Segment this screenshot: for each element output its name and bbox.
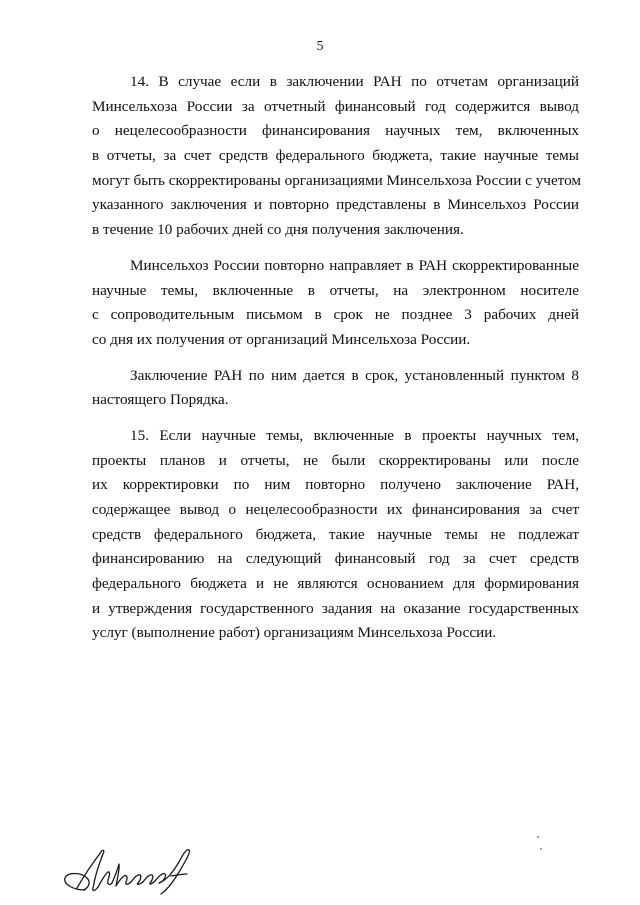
document-body [92, 70, 582, 657]
text-line: настоящего Порядка. [92, 391, 229, 409]
scan-speck [540, 848, 542, 850]
text-line: Заключение РАН по ним дается в срок, установленный пунктом 8 [130, 366, 579, 384]
text-line: 15. Если научные темы, включенные в проекты научных тем, [130, 426, 579, 444]
scan-speck [537, 836, 539, 838]
text-line: услуг (выполнение работ) организациям Минсельхоза России. [92, 624, 497, 642]
text-line: их корректировки по ним повторно получено заключение РАН, [92, 476, 579, 494]
text-line: Минсельхоза России за отчетный финансовый год содержится вывод [92, 97, 579, 115]
paragraph-14 [92, 70, 582, 243]
paragraph-conclusion [92, 364, 579, 413]
text-line: проекты планов и отчеты, не были скорректированы или после [92, 451, 579, 469]
text-line: Минсельхоз России повторно направляет в РАН скорректированные [130, 256, 579, 274]
text-line: 14. В случае если в заключении РАН по отчетам организаций [130, 73, 579, 90]
text-line: могут быть скорректированы организациями Минсельхоза России с учетом [92, 171, 582, 189]
text-line: научные темы, включенные в отчеты, на электронном носителе [92, 281, 579, 299]
page-number: 5 [316, 38, 324, 53]
paragraph-15 [92, 424, 579, 646]
text-line: федерального бюджета и не являются основанием для формирования [92, 575, 579, 593]
text-line: о нецелесообразности финансирования научных тем, включенных [92, 122, 579, 140]
signature-icon [55, 828, 205, 898]
text-line: содержащее вывод о нецелесообразности их финансирования за счет [92, 501, 579, 518]
paragraph-resubmission [92, 254, 579, 353]
text-line: в течение 10 рабочих дней со дня получения заключения. [92, 221, 464, 239]
text-line: и утверждения государственного задания на оказание государственных [92, 599, 579, 617]
text-line: финансированию на следующий финансовый год за счет средств [92, 550, 579, 568]
text-line: с сопроводительным письмом в срок не позднее 3 рабочих дней [92, 306, 579, 324]
text-line: со дня их получения от организаций Минсельхоза России. [92, 330, 471, 348]
text-line: в отчеты, за счет средств федерального бюджета, такие научные темы [92, 147, 579, 165]
text-line: средств федерального бюджета, такие научные темы не подлежат [92, 525, 579, 543]
text-line: указанного заключения и повторно представлены в Минсельхоз России [92, 196, 579, 214]
handwritten-signature [55, 828, 205, 898]
